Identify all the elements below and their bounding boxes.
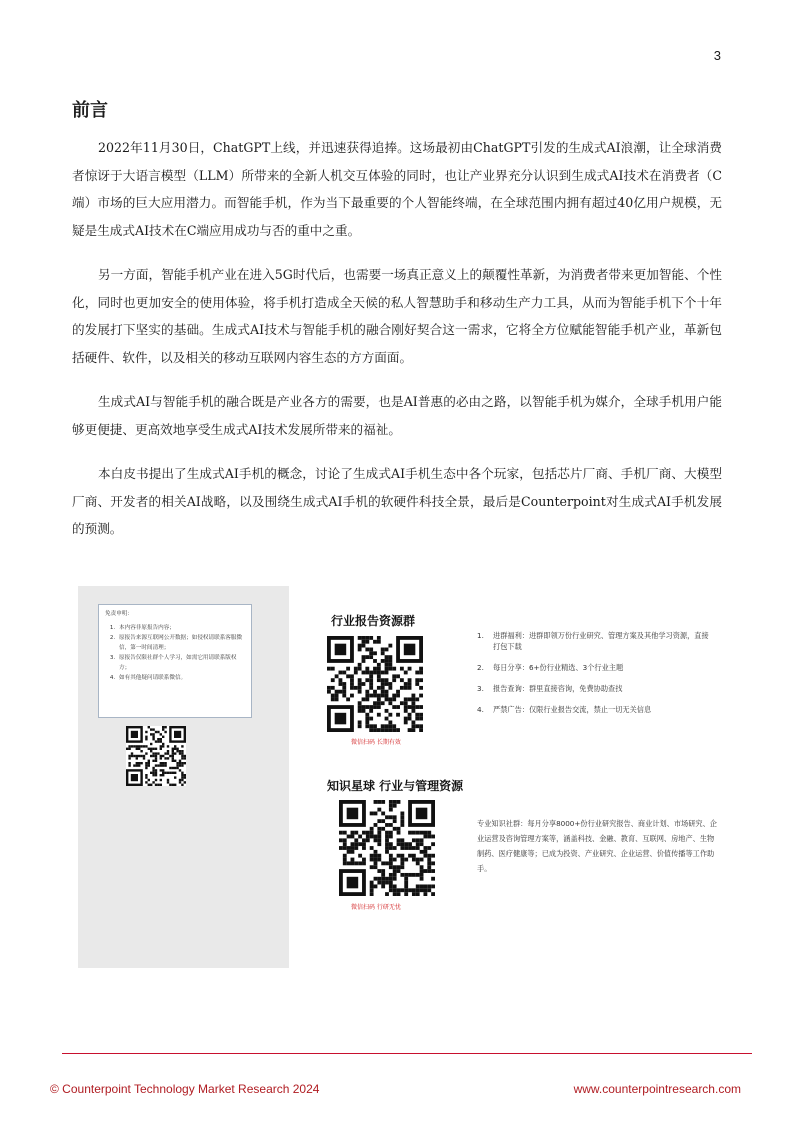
paragraph: 另一方面，智能手机产业在进入5G时代后，也需要一场真正意义上的颠覆性革新，为消费者带来更加智能、个性化，同时也更加安全的使用体验，将手机打造成全天候的私人智慧助手和移动生产力工具，从而为智能手机下个十年的发展打下坚实的基础。生成式AI技术与智能手机的融合刚好契合这一需求，它将全方位赋能智能手机产业，革新包括硬件、软件，以及相关的移动互联网内容生态的方方面面。: [72, 267, 722, 365]
promo-banner: [78, 586, 722, 968]
footer-website-link[interactable]: www.counterpointresearch.com: [573, 1082, 741, 1096]
section-heading: 前言: [72, 100, 108, 121]
disclaimer-item: 2. 原报告来源互联网公开数据；如侵权请联系客服微信，第一时间清理；: [117, 633, 245, 653]
group-qr-code[interactable]: [327, 636, 423, 732]
group-qr-caption: 微信扫码 长期有效: [351, 739, 401, 746]
disclaimer-item: 3. 原报告仅限社群个人学习，如需它用请联系版权方；: [117, 653, 245, 673]
planet-title: 知识星球 行业与管理资源: [327, 779, 464, 793]
community-description: 专业知识社群：每月分享8000+份行业研究报告、商业计划、市场研究、企业运营及咨询管理方案等，涵盖科技、金融、教育、互联网、房地产、生物制药、医疗健康等；已成为投资、产业研究、企业运营、价值传播等工作助手。: [477, 819, 717, 873]
preface-body: [72, 134, 722, 560]
disclaimer-item: 4. 如有其他疑问请联系微信。: [117, 673, 245, 683]
paragraph: 生成式AI与智能手机的融合既是产业各方的需要，也是AI普惠的必由之路，以智能手机为媒介，全球手机用户能够更便捷、更高效地享受生成式AI技术发展所带来的福祉。: [72, 394, 722, 437]
disclaimer-title: 免责申明：: [105, 611, 133, 617]
paragraph: 本白皮书提出了生成式AI手机的概念，讨论了生成式AI手机生态中各个玩家，包括芯片厂商、手机厂商、大模型厂商、开发者的相关AI战略，以及围绕生成式AI手机的软硬件科技全景，最后是Counterpoint对生成式AI手机发展的预测。: [72, 466, 722, 536]
benefits-list: [477, 630, 712, 725]
benefit-item: 3. 报告查询：群里直接咨询，免费协助查找: [477, 684, 623, 693]
group-title: 行业报告资源群: [331, 614, 416, 628]
disclaimer-box: [98, 604, 252, 718]
paragraph: 2022年11月30日，ChatGPT上线，并迅速获得追捧。这场最初由ChatGPT引发的生成式AI浪潮，让全球消费者惊讶于大语言模型（LLM）所带来的全新人机交互体验的同时，也让产业界充分认识到生成式AI技术在消费者（C端）市场的巨大应用潜力。而智能手机，作为当下最重要的个人智能终端，在全球范围内拥有超过40亿用户规模，无疑是生成式AI技术在C端应用成功与否的重中之重。: [72, 140, 722, 238]
benefit-item: 1. 进群福利：进群即领万份行业研究、管理方案及其他学习资源，直接打包下载: [477, 631, 709, 651]
disclaimer-panel: [78, 586, 289, 968]
benefit-item: 4. 严禁广告：仅限行业报告交流，禁止一切无关信息: [477, 705, 652, 714]
planet-qr-code[interactable]: [339, 800, 435, 896]
planet-qr-caption: 微信扫码 行研无忧: [351, 904, 401, 911]
benefit-item: 2. 每日分享：6+份行业精选、3个行业主题: [477, 663, 624, 672]
disclaimer-item: 1. 本内容非原报告内容；: [117, 623, 245, 633]
contact-qr-code[interactable]: [126, 726, 186, 786]
footer-divider: [62, 1053, 752, 1054]
footer-copyright: © Counterpoint Technology Market Research 2024: [50, 1082, 320, 1096]
page-number: 3: [713, 48, 721, 63]
resource-panel: [289, 586, 722, 968]
